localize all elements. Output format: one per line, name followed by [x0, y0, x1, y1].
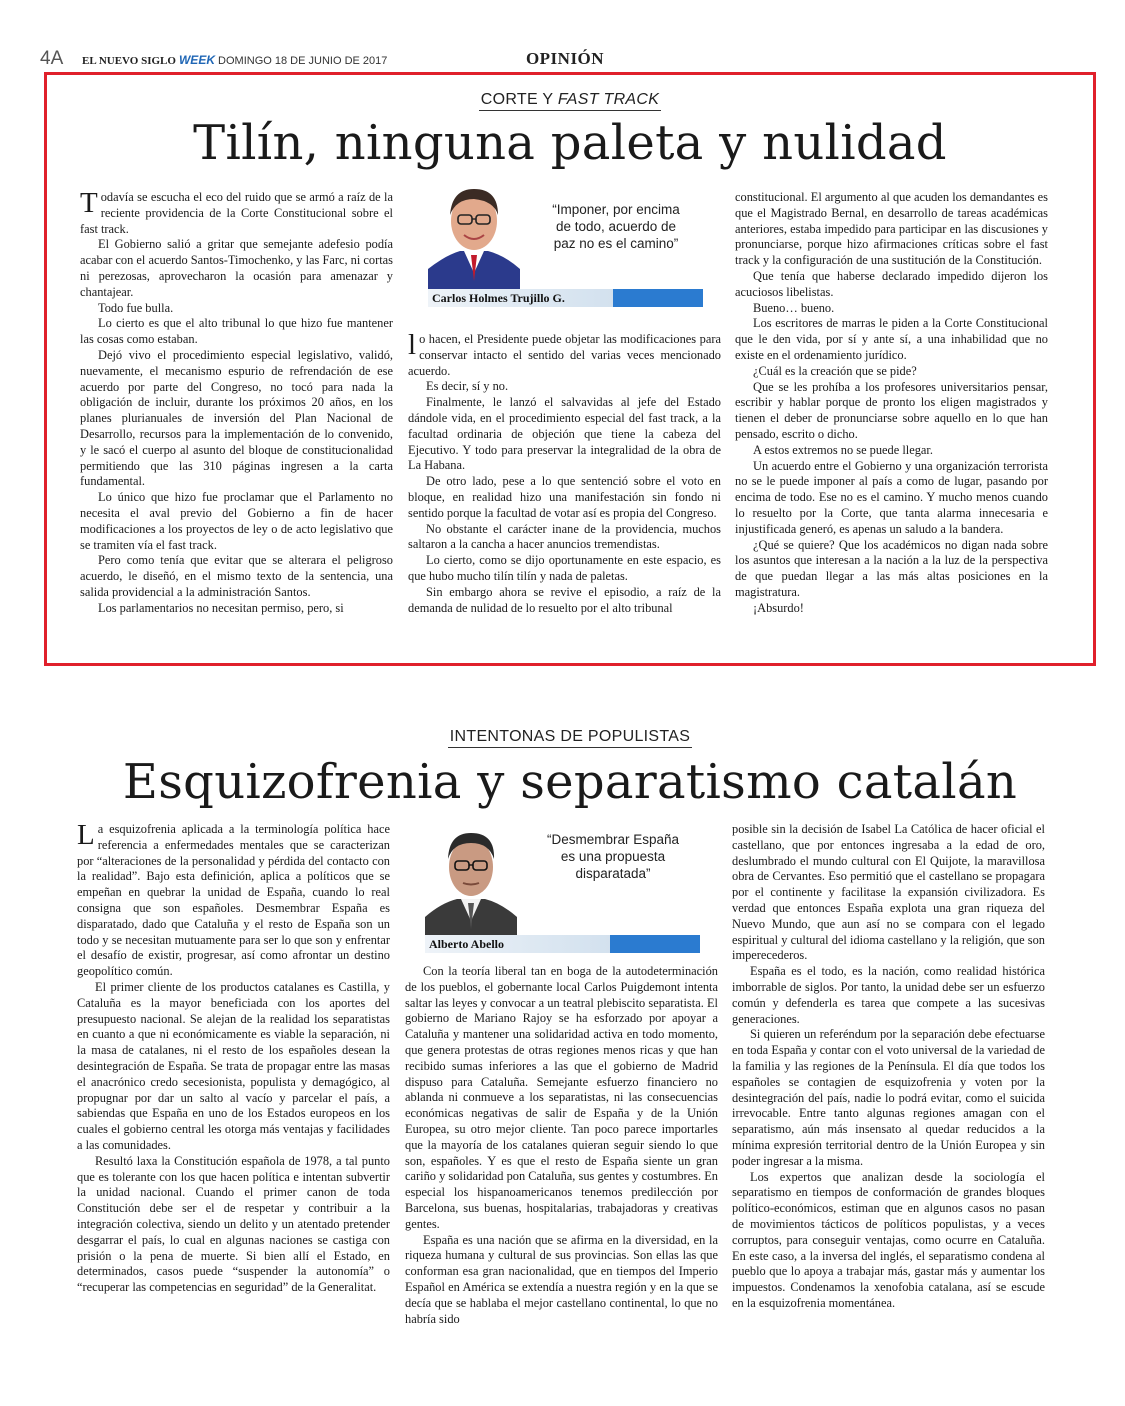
paragraph: Que se les prohíba a los profesores universitarios pensar, escribir y hablar porque de pronto los eligen magistrados y tienen el deber de pronunciarse sobre aquello en lo que han pensado, escrito o dicho. [735, 379, 1048, 441]
paragraph: España es una nación que se afirma en la diversidad, en la riqueza humana y cultural de sus provincias. Son ellas las que conforman esa gran nacionalidad, que en tiempos del Imperio Español en América se extendía a nuestra región y en la que se decía que se hablaba el mejor castellano continental, lo que no habría sido [405, 1232, 718, 1326]
author-bar-accent [610, 935, 700, 953]
author-name: Alberto Abello [429, 937, 504, 951]
page-number: 4A [40, 48, 64, 69]
paragraph: Si quieren un referéndum por la separación debe efectuarse en toda España y contar con el voto universal de la variedad de la familia y las regiones de la Península. El día que todos los españoles se contagien de esquizofrenia y voten por la desintegración del país, nadie lo podrá evitar, como el suicida irrevocable. Entre tanto algunas regiones amagan con el separatismo, aún más insensato al quedar reducidos a la mínima expresión territorial dentro de la Unión Europea y sin poder ingresar a la misma. [732, 1027, 1045, 1168]
paragraph: Con la teoría liberal tan en boga de la autodeterminación de los pueblos, el gobernante local Carlos Puigdemont intenta saltar las leyes y convocar a un teatral plebiscito separatista. El gobierno de Mariano Rajoy se ha esforzado por apoyar a Cataluña y mantener una solidaridad activa en todo momento, que genera protestas de otras regiones menos ricas y que han recibido sumas inferiores a las que el gobierno de Madrid dispuso para Cataluña. Semejante esfuerzo financiero no ablanda ni conmueve a los separatistas, ni las consecuencias económicas negativas de salir de España y de la Unión Europea, su otro mejor cliente. Tan poco parece importarles que la mayoría de los catalanes quieran seguir siendo lo que son, españoles. Y es que el resto de España siente un gran cariño y solidaridad pon Cataluña, sus gentes y costumbres. En especial los hispanoamericanos tenemos predilección por Barcelona, sus buenas, hospitalarias, trabajadoras y creativas gentes. [405, 964, 718, 1231]
paragraph: Lo único que hizo fue proclamar que el Parlamento no necesita el aval previo del Gobierno a fin de hacer modificaciones a los proyectos de ley o de acto legislativo que se tramiten vía el fast track. [80, 490, 393, 552]
author-box [405, 823, 718, 953]
paragraph: posible sin la decisión de Isabel La Católica de hacer oficial el castellano, que por entonces ingresaba a la edad de oro, deslumbrado el mundo cultural con El Quijote, la maravillosa obra de Cervantes. Eso permitió que el castellano se propagara por el continente y facilitase la expansión civilizadora. Es verdad que entonces España explota una gran riqueza del Nuevo Mundo, que aun así no se compara con el legado espiritual y cultural del idioma castellano y la religión, que son imperecederos. [732, 822, 1045, 963]
author-bar [425, 935, 700, 953]
paragraph: No obstante el carácter inane de la providencia, muchos saltaron a la cancha a hacer anuncios tremendistas. [408, 521, 721, 552]
paragraph: Todo fue bulla. [98, 300, 174, 315]
kicker-wrap [47, 91, 1093, 111]
pull-quote: “Desmembrar España es una propuesta disparatada” [546, 832, 680, 881]
author-name: Carlos Holmes Trujillo G. [432, 291, 565, 305]
page-header [40, 48, 1090, 72]
paragraph: Bueno… bueno. [753, 300, 835, 315]
text-column-3 [732, 822, 1045, 1312]
newspaper-name: EL NUEVO SIGLO [82, 55, 176, 67]
author-photo [425, 823, 517, 941]
paragraph: Es decir, sí y no. [426, 379, 509, 394]
section-label: OPINIÓN [525, 49, 605, 68]
paragraph: ¡Absurdo! [753, 600, 804, 615]
kicker-text: CORTE Y [480, 91, 554, 108]
paragraph: ¿Qué se quiere? Que los académicos no digan nada sobre los asuntos que interesan a la nación a la luz de la perspectiva de que puedan llegar a las más altas posiciones en la magistratura. [735, 537, 1048, 599]
pull-quote: “Imponer, por encima de todo, acuerdo de paz no es el camino” [552, 202, 680, 251]
author-portrait-icon [428, 177, 520, 295]
paragraph: ¿Cuál es la creación que se pide? [753, 363, 917, 378]
edition-name: WEEK [178, 53, 215, 67]
paragraph: El Gobierno salió a gritar que semejante adefesio podía acabar con el acuerdo Santos-Timochenko, y las Farc, ni cortas ni perezosas, aprovecharon la ocasión para amenazar y chantajear. [80, 237, 393, 299]
article-esquizofrenia-separatismo [44, 726, 1096, 1346]
text-column-2 [408, 329, 721, 616]
article-kicker [479, 91, 661, 111]
paragraph: Los parlamentarios no necesitan permiso, pero, si [98, 600, 344, 615]
paragraph: El primer cliente de los productos catalanes es Castilla, y Cataluña es la mayor beneficiada con los aportes del presupuesto nacional. Se alejan de la realidad los separatistas en cuanto a que ni económicamente es viable la separación, ni la masa de catalanes, ni el resto de los españoles desean la desintegración de España. Se trata de propagar entre las masas el anacrónico credo secesionista, populista y demagógico, al propugnar por dar un salto al vacío y parcelar el país, a sabiendas que España en uno de los Estados europeos en los cuales el gobierno central les otorga más ventajas y facilidades a las comunidades. [77, 979, 390, 1152]
paragraph: Todavía se escucha el eco del ruido que se armó a raíz de la reciente providencia de la Corte Constitucional sobre el fast track. [80, 187, 393, 236]
paragraph: Pero como tenía que evitar que se alterara el peligroso acuerdo, le diseñó, en el mismo texto de la sentencia, una salida providencial a la administración Santos. [80, 553, 393, 599]
paragraph: Lo cierto, como se dijo oportunamente en este espacio, es que hubo mucho tilín tilín y nada de paletas. [408, 553, 721, 583]
text-column-3 [735, 190, 1048, 617]
paragraph: Los escritores de marras le piden a la Corte Constitucional que le den vida, por sí y ante sí, a una inhabilidad que no existe en el ordenamiento jurídico. [735, 316, 1048, 362]
paragraph: Que tenía que haberse declarado impedido dijeron los acuciosos libelistas. [735, 268, 1048, 299]
paragraph: Un acuerdo entre el Gobierno y una organización terrorista no se le puede imponer al país a como de lugar, pasando por encima de todo. Ese no es el camino. Y mucho menos cuando lo resuelto por la Corte, que tanta alarma innecesaria e injustificada generó, es apenas un saludo a la bandera. [735, 458, 1048, 536]
author-bar [428, 289, 703, 307]
paragraph: lo hacen, el Presidente puede objetar las modificaciones para conservar intacto el sentido del varias veces mencionado acuerdo. [408, 329, 721, 378]
text-column-1 [77, 819, 390, 1296]
issue-date: DOMINGO 18 DE JUNIO DE 2017 [218, 55, 388, 67]
text-column-1 [80, 187, 393, 617]
paragraph: Los expertos que analizan desde la sociología el separatismo en tiempos de conformación de grandes bloques político-económicos, estiman que en algunos casos no pasan de movimientos tácticos de políticos populistas, y a veces corruptos, para conseguir ventajas, como ocurre en Cataluña. En este caso, a la inversa del inglés, el separatismo condena al pueblo que lo apoya a trabajar más, gastar más y aumentar los impuestos. Condenamos la xenofobia catalana, así se escude en la esquizofrenia momentánea. [732, 1169, 1045, 1310]
text-column-2 [405, 964, 718, 1327]
paragraph: De otro lado, pese a lo que sentenció sobre el voto en bloque, en realidad hizo una manifestación sin fondo ni sentido porque la facultad de votar así es propia del Congreso. [408, 474, 721, 520]
paragraph: A estos extremos no se puede llegar. [753, 442, 933, 457]
kicker-italic-text: FAST TRACK [557, 91, 660, 108]
paragraph: La esquizofrenia aplicada a la terminología política hace referencia a enfermedades mentales que se caracterizan por “alteraciones de la personalidad y pérdida del contacto con la realidad”. Bajo esta definición, aplica a políticos que se empeñan en quebrar la unidad de España, cuando lo real consigna que son españoles. Desmembrar España es disparatado, dado que Cataluña y el resto de España son un todo y se necesitan mutuamente para ser lo que son y enfrentar el desafío de existir, progresar, así como afrontar un destino geopolítico común. [77, 819, 390, 979]
kicker-wrap [44, 728, 1096, 748]
paragraph: constitucional. El argumento al que acuden los demandantes es que el Magistrado Bernal, en desarrollo de tareas académicas anteriores, estaba impedido para participar en las discusiones y pronunciarse, porque hizo afirmaciones críticas sobre el fast track y la configuración de una sustitución de la Constitución. [735, 190, 1048, 268]
article-headline: Esquizofrenia y separatismo catalán [122, 754, 1018, 810]
author-box [408, 177, 721, 307]
article-kicker: INTENTONAS DE POPULISTAS [448, 728, 692, 748]
paragraph: Finalmente, le lanzó el salvavidas al jefe del Estado dándole vida, en el procedimiento especial del fast track, a la facultad ordinaria de objeción que tiene la cabeza del Ejecutivo. Y todo para preservar la integralidad de la obra de La Habana. [408, 395, 721, 473]
paragraph: Resultó laxa la Constitución española de 1978, a tal punto que es tolerante con los que hacen política e intentan subvertir la unidad nacional. Cuando el primer canon de toda Constitución debe ser el de respetar y contribuir a la integración colectiva, siendo un delito y un atentado pretender desgarrar el país, lo cual en algunas naciones se castiga con prisión o la pena de muerte. Si bien allí el Estado, en determinados, casos puede “suspender la autonomía” o “recuperar las competencias en seguridad” de la Generalitat. [77, 1153, 390, 1295]
author-photo [428, 177, 520, 295]
paragraph: Lo cierto es que el alto tribunal lo que hizo fue mantener las cosas como estaban. [80, 316, 393, 347]
article-headline: Tilín, ninguna paleta y nulidad [193, 115, 947, 171]
author-portrait-icon [425, 823, 517, 941]
article-corte-fast-track [44, 72, 1096, 666]
paragraph: España es el todo, es la nación, como realidad histórica imborrable de siglos. Por tanto, la unidad debe ser un esfuerzo común y defenderla es tarea que compete a las sucesivas generaciones. [732, 964, 1045, 1026]
paragraph: Dejó vivo el procedimiento especial legislativo, validó, nuevamente, el mecanismo espurio de refrendación de ese acuerdo por parte del Congreso, no tocó para nada la obligación de incluir, durante los próximos 20 años, en los planes plurianuales de inversión del Plan Nacional de Desarrollo, recursos para la implementación de lo convenido, y le sacó el cuerpo al asunto del bloque de constitucionalidad permitiendo que las 310 páginas ingresen a la carta fundamental. [80, 347, 393, 489]
author-bar-accent [613, 289, 703, 307]
paragraph: Sin embargo ahora se revive el episodio, a raíz de la demanda de nulidad de lo resuelto por el alto tribunal [408, 584, 721, 615]
